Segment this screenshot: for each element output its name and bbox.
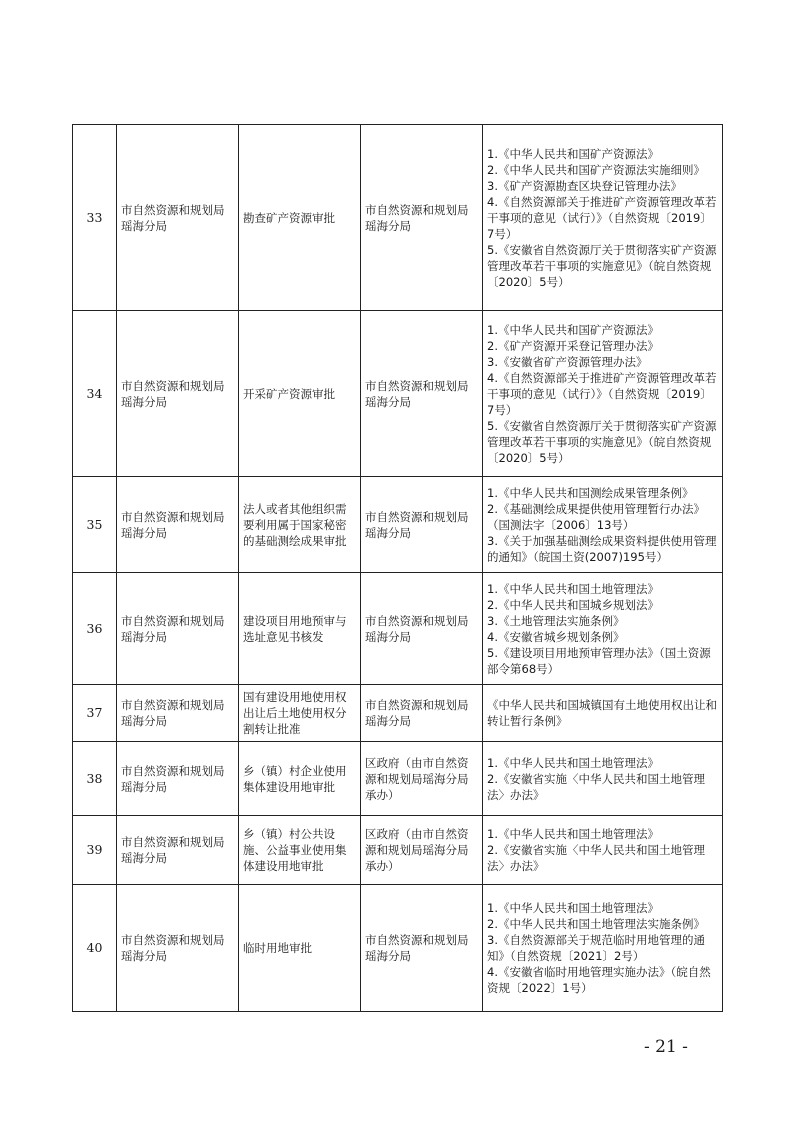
legal-basis-item: 3.《关于加强基础测绘成果资料提供使用管理的通知》（皖国土资(2007)195号） [487,533,717,564]
legal-basis-cell [483,311,723,477]
legal-basis-cell [483,685,723,742]
legal-basis-item: 4.《安徽省临时用地管理实施办法》（皖自然资规〔2022〕1号） [487,965,711,995]
legal-basis-item: 《中华人民共和国城镇国有土地使用权出让和转让暂行条例》 [487,698,717,728]
legal-basis-item: 3.《安徽省矿产资源管理办法》 [487,354,648,369]
implementing-body-cell: 市自然资源和规划局瑶海分局 [361,477,483,573]
row-number: 40 [73,885,117,1012]
legal-basis-item: 3.《土地管理法实施条例》 [487,613,625,628]
row-number: 39 [73,816,117,885]
approval-item-cell: 临时用地审批 [239,885,361,1012]
legal-basis-item: 3.《矿产资源勘查区块登记管理办法》 [487,178,682,193]
legal-basis-item: 4.《自然资源部关于推进矿产资源管理改革若干事项的意见（试行）》（自然资规〔2019〕7号） [487,194,717,241]
legal-basis-item: 1.《中华人民共和国测绘成果管理条例》 [487,485,694,500]
table-row [73,573,723,685]
legal-basis-item: 2.《矿产资源开采登记管理办法》 [487,338,659,353]
legal-basis-cell [483,573,723,685]
legal-basis-cell [483,816,723,885]
legal-basis-item: 4.《安徽省城乡规划条例》 [487,629,625,644]
legal-basis-cell [483,885,723,1012]
approval-item-cell: 法人或者其他组织需要利用属于国家秘密的基础测绘成果审批 [239,477,361,573]
implementing-body-cell: 市自然资源和规划局瑶海分局 [361,685,483,742]
row-number: 35 [73,477,117,573]
department-cell: 市自然资源和规划局瑶海分局 [117,685,239,742]
legal-basis-cell [483,742,723,816]
legal-basis-item: 2.《基础测绘成果提供使用管理暂行办法》（国测法字〔2006〕13号） [487,501,705,532]
department-cell: 市自然资源和规划局瑶海分局 [117,477,239,573]
implementing-body-cell: 市自然资源和规划局瑶海分局 [361,573,483,685]
table-row [73,885,723,1012]
row-number: 37 [73,685,117,742]
approval-item-cell: 乡（镇）村企业使用集体建设用地审批 [239,742,361,816]
legal-basis-item: 1.《中华人民共和国矿产资源法》 [487,146,659,161]
department-cell: 市自然资源和规划局瑶海分局 [117,885,239,1012]
legal-basis-item: 1.《中华人民共和国土地管理法》 [487,755,659,770]
legal-basis-cell [483,477,723,573]
approval-item-cell: 国有建设用地使用权出让后土地使用权分割转让批准 [239,685,361,742]
permit-table [72,124,723,1012]
legal-basis-cell [483,125,723,311]
legal-basis-item: 5.《安徽省自然资源厅关于贯彻落实矿产资源管理改革若干事项的实施意见》（皖自然资规〔2020〕5号） [487,242,717,289]
approval-item-cell: 建设项目用地预审与选址意见书核发 [239,573,361,685]
implementing-body-cell: 区政府（由市自然资源和规划局瑶海分局承办） [361,816,483,885]
legal-basis-item: 1.《中华人民共和国土地管理法》 [487,901,659,915]
row-number: 36 [73,573,117,685]
table-row [73,477,723,573]
legal-basis-item: 2.《安徽省实施〈中华人民共和国土地管理法〉办法》 [487,771,705,802]
legal-basis-item: 2.《中华人民共和国城乡规划法》 [487,597,659,612]
implementing-body-cell: 市自然资源和规划局瑶海分局 [361,885,483,1012]
approval-item-cell: 开采矿产资源审批 [239,311,361,477]
legal-basis-item: 1.《中华人民共和国矿产资源法》 [487,322,659,337]
implementing-body-cell: 市自然资源和规划局瑶海分局 [361,125,483,311]
approval-item-cell: 勘查矿产资源审批 [239,125,361,311]
page-number: - 21 - [644,1037,688,1057]
implementing-body-cell: 区政府（由市自然资源和规划局瑶海分局承办） [361,742,483,816]
department-cell: 市自然资源和规划局瑶海分局 [117,742,239,816]
table-row [73,125,723,311]
legal-basis-item: 2.《安徽省实施〈中华人民共和国土地管理法〉办法》 [487,843,705,873]
legal-basis-item: 1.《中华人民共和国土地管理法》 [487,827,659,841]
department-cell: 市自然资源和规划局瑶海分局 [117,311,239,477]
table-row [73,816,723,885]
department-cell: 市自然资源和规划局瑶海分局 [117,573,239,685]
legal-basis-item: 2.《中华人民共和国矿产资源法实施细则》 [487,162,705,177]
department-cell: 市自然资源和规划局瑶海分局 [117,125,239,311]
legal-basis-item: 5.《安徽省自然资源厅关于贯彻落实矿产资源管理改革若干事项的实施意见》（皖自然资规〔2020〕5号） [487,418,717,465]
row-number: 34 [73,311,117,477]
table-row [73,685,723,742]
legal-basis-item: 3.《自然资源部关于规范临时用地管理的通知》（自然资规〔2021〕2号） [487,933,705,963]
row-number: 38 [73,742,117,816]
department-cell: 市自然资源和规划局瑶海分局 [117,816,239,885]
table-row [73,311,723,477]
legal-basis-item: 1.《中华人民共和国土地管理法》 [487,581,659,596]
legal-basis-item: 4.《自然资源部关于推进矿产资源管理改革若干事项的意见（试行）》（自然资规〔2019〕7号） [487,370,717,417]
row-number: 33 [73,125,117,311]
implementing-body-cell: 市自然资源和规划局瑶海分局 [361,311,483,477]
legal-basis-item: 5.《建设项目用地预审管理办法》（国土资源部令第68号） [487,645,711,676]
legal-basis-item: 2.《中华人民共和国土地管理法实施条例》 [487,917,705,931]
approval-item-cell: 乡（镇）村公共设施、公益事业使用集体建设用地审批 [239,816,361,885]
table-row [73,742,723,816]
